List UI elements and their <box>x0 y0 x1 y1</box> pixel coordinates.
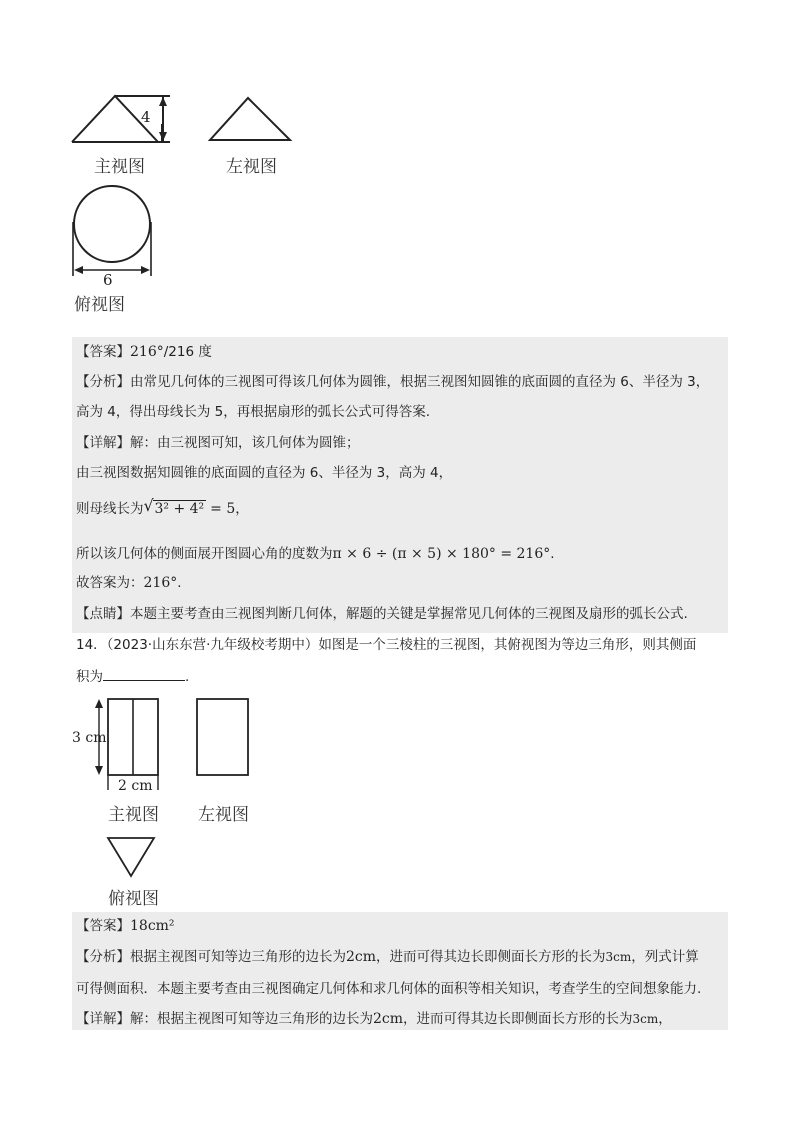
q13-detail-text-1: 解：由三视图可知，该几何体为圆锥； <box>130 435 360 451</box>
q13-side-view-figure <box>204 92 300 146</box>
q13-detail-line4-post: . <box>550 546 555 562</box>
q14-height-label: 3 cm <box>72 730 107 746</box>
q13-detail-line-3 <box>76 496 249 518</box>
q13-comment-line <box>76 605 688 623</box>
q13-answer-tag: 【答案】 <box>76 344 130 360</box>
q14-answer-tag: 【答案】 <box>76 918 130 934</box>
q13-answer-value: 216° <box>130 344 164 360</box>
q14-stem-pre: 积为 <box>76 669 103 685</box>
q14-top-view-label: 俯视图 <box>108 889 159 909</box>
q14-top-view-figure <box>104 834 160 882</box>
q14-detail-tag: 【详解】 <box>76 1011 130 1027</box>
q13-answer-text: /216 度 <box>163 344 212 360</box>
q13-analysis-line-1 <box>76 373 709 391</box>
q14-answer-value: 18cm² <box>130 918 175 934</box>
q14-analysis-pre: 根据主视图可知等边三角形的边长为 <box>130 949 346 965</box>
q13-detail-line-2: 由三视图数据知圆锥的底面圆的直径为 6、半径为 3，高为 4， <box>76 465 453 481</box>
q14-detail-post: ， <box>658 1011 672 1027</box>
q14-analysis-line-2: 可得侧面积．本题主要考查由三视图确定几何体和求几何体的面积等相关知识，考查学生的空间想象能力. <box>76 981 702 997</box>
q13-detail-line-5 <box>76 574 182 592</box>
q13-answer-line <box>76 343 212 361</box>
q14-front-view-label: 主视图 <box>108 805 159 825</box>
q13-diameter-label: 6 <box>103 271 113 289</box>
q13-sqrt-expression <box>143 496 207 518</box>
q13-front-view-figure <box>60 84 190 146</box>
q13-detail-line-4 <box>76 545 555 563</box>
q13-analysis-tag: 【分析】 <box>76 374 130 390</box>
q14-answer-line <box>76 917 175 935</box>
q14-analysis-post: ，列式计算 <box>631 949 699 965</box>
q13-analysis-text-1: 由常见几何体的三视图可得该几何体为圆锥，根据三视图知圆锥的底面圆的直径为 6、半径为 3， <box>130 374 710 390</box>
q13-detail-line-1 <box>76 434 360 452</box>
q14-detail-pre: 解：根据主视图可知等边三角形的边长为 <box>130 1011 373 1027</box>
q14-stem-line-2 <box>76 666 189 686</box>
sqrt-sign-icon: √ <box>143 496 154 515</box>
q14-detail-m1: 2cm <box>373 1011 404 1027</box>
q14-answer-blank <box>103 666 185 681</box>
q13-detail-line5-post: . <box>177 575 182 591</box>
q14-detail-m2: 3cm <box>632 1012 659 1026</box>
q13-sqrt-result: = 5 <box>210 501 236 517</box>
q14-stem-post: . <box>185 669 190 685</box>
q14-side-view-label: 左视图 <box>198 805 249 825</box>
q14-detail-line <box>76 1010 672 1028</box>
q13-comment-text: 本题主要考查由三视图判断几何体，解题的关键是掌握常见几何体的三视图及扇形的弧长公式. <box>130 606 688 622</box>
q14-analysis-m1: 2cm <box>346 949 377 965</box>
q13-detail-line5-math: 216° <box>143 575 178 591</box>
q14-width-label: 2 cm <box>118 778 153 794</box>
q13-top-view-figure <box>64 178 164 280</box>
q13-detail-tag: 【详解】 <box>76 435 130 451</box>
q14-analysis-m2: 3cm <box>605 950 632 964</box>
q13-detail-line3-post: ， <box>235 501 249 517</box>
q13-detail-line3-pre: 则母线长为 <box>76 501 144 517</box>
q14-side-view-figure <box>194 696 254 780</box>
q13-sqrt-radicand: 3² + 4² <box>154 501 205 517</box>
q13-detail-line4-pre: 所以该几何体的侧面展开图圆心角的度数为 <box>76 546 333 562</box>
q14-stem-line-1: 14．（2023·山东东营·九年级校考期中）如图是一个三棱柱的三视图，其俯视图为等边三角形，则其侧面 <box>76 637 697 653</box>
q13-detail-line4-math: π × 6 ÷ (π × 5) × 180° = 216° <box>332 546 551 562</box>
q14-analysis-mid: ，进而可得其边长即侧面长方形的长为 <box>376 949 606 965</box>
q13-analysis-line-2: 高为 4，得出母线长为 5，再根据扇形的弧长公式可得答案. <box>76 404 431 420</box>
q14-analysis-line-1 <box>76 948 699 966</box>
q13-detail-line5-pre: 故答案为： <box>76 575 144 591</box>
q13-side-view-label: 左视图 <box>226 157 277 177</box>
q13-top-view-label: 俯视图 <box>74 295 125 315</box>
q13-comment-tag: 【点睛】 <box>76 606 130 622</box>
q14-detail-mid: ，进而可得其边长即侧面长方形的长为 <box>403 1011 633 1027</box>
q13-height-label: 4 <box>141 108 151 126</box>
q14-analysis-tag: 【分析】 <box>76 949 130 965</box>
q13-front-view-label: 主视图 <box>94 157 145 177</box>
